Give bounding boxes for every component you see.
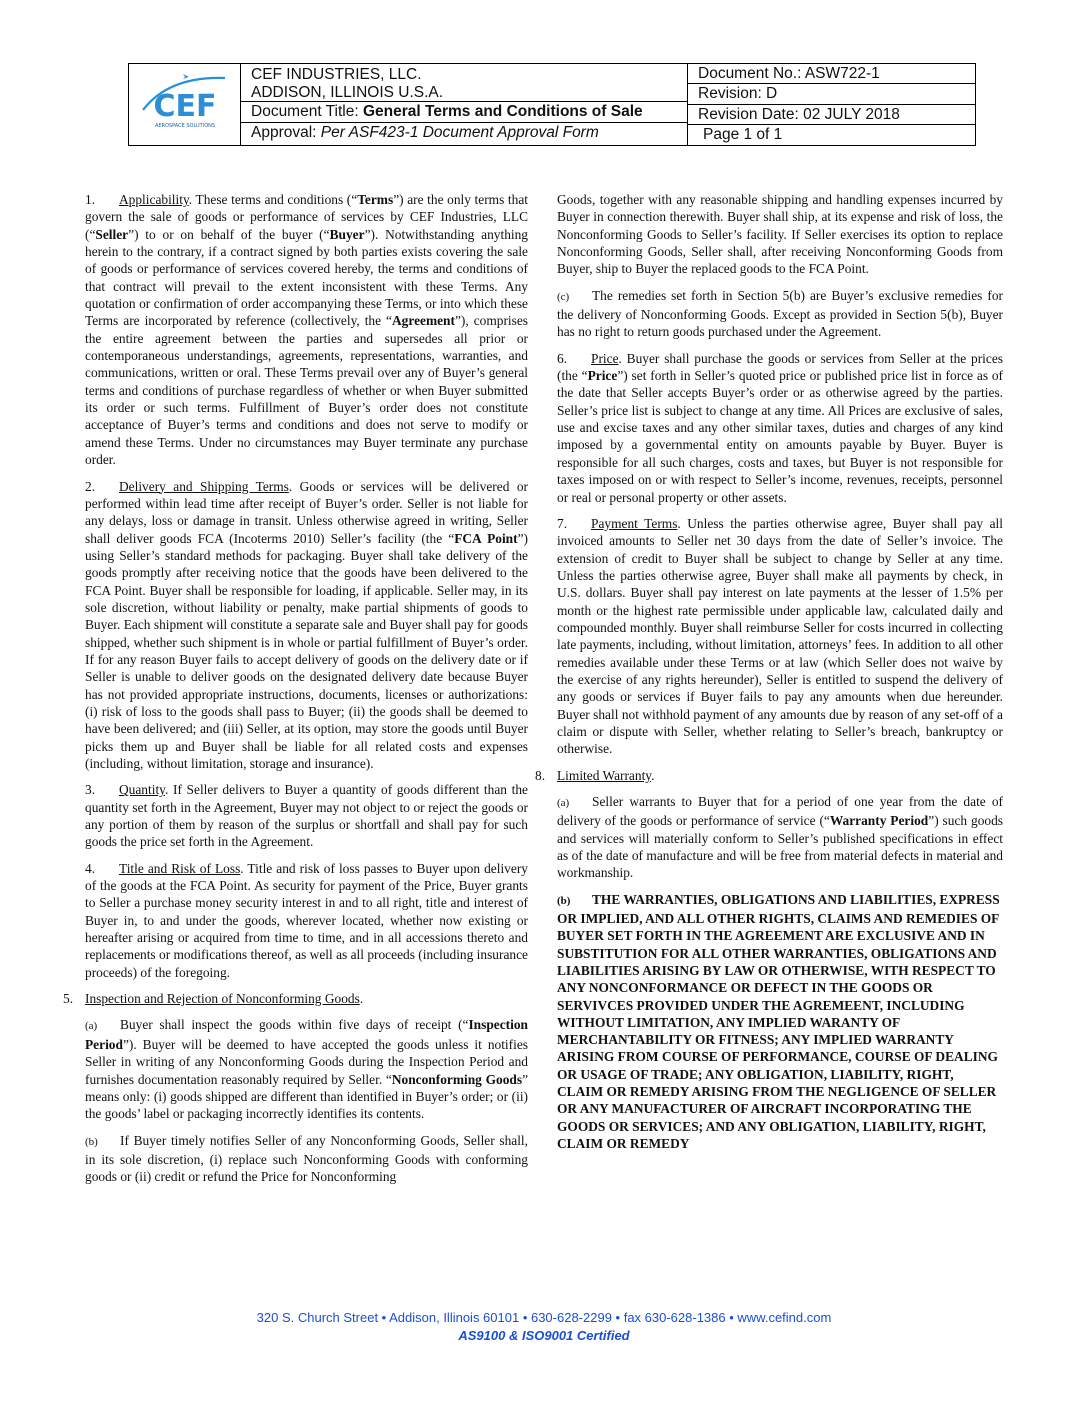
- section-5b: (b) If Buyer timely notifies Seller of any Nonconforming Goods, Seller shall, in its sole discretion, (i) replace such Nonconforming Goods with conforming goods or (ii) credit or refund the Price for Nonconforming: [85, 1132, 528, 1185]
- company-address: ADDISON, ILLINOIS U.S.A.: [251, 84, 444, 101]
- section-3: 3. Quantity. If Seller delivers to Buyer a quantity of goods different than the quantity set forth in the Agreement, Buyer may not object to or reject the goods or any portion of them by reason of the surplus or shortfall and shall pay for such goods the price set forth in the Agreement.: [85, 782, 528, 850]
- left-column: [63, 191, 529, 1195]
- company-info: [241, 64, 687, 102]
- document-title: Document Title: General Terms and Conditions of Sale: [241, 102, 687, 123]
- section-5b-continued: Goods, together with any reasonable shipping and handling expenses incurred by Buyer in connection therewith. Buyer shall ship, at its expense and risk of loss, the Nonconforming Goods to Seller’s facility. If Seller exercises its option to replace Nonconforming Goods, Seller shall, after receiving Nonconforming Goods from Buyer, ship to Buyer the replaced goods to the FCA Point.: [557, 192, 1003, 277]
- section-2: 2. Delivery and Shipping Terms. Goods or services will be delivered or performed within lead time after receipt of Buyer’s order. Seller is not liable for any delays, loss or damage in transit. Unless otherwise agreed in writing, Seller shall deliver goods FCA (Incoterms 2010) Seller’s facility (the “FCA Point”) using Seller’s standard methods for packaging. Buyer shall take delivery of the goods promptly after receiving notice that the goods have been delivered to the FCA Point. Buyer shall be responsible for loading, if applicable. Seller may, in its sole discretion, without liability or penalty, make partial shipments of goods to Buyer. Each shipment will constitute a separate sale and Buyer shall pay for goods shipped, whether such shipment is in whole or partial fulfillment of Buyer’s order. If for any reason Buyer fails to accept delivery of goods on the delivery date or if Seller is unable to deliver goods on the designated delivery date because Buyer has not provided appropriate instructions, documents, licenses or authorizations: (i) risk of loss to the goods shall pass to Buyer; (ii) the goods shall be deemed to have been delivered; and (iii) Seller, at its option, may store the goods until Buyer picks them up and Buyer shall be liable for all related costs and expenses (including, without limitation, storage and insurance).: [85, 478, 528, 771]
- company-name: CEF INDUSTRIES, LLC.: [251, 66, 422, 83]
- svg-text:AEROSPACE SOLUTIONS: AEROSPACE SOLUTIONS: [154, 123, 216, 129]
- section-5a: (a) Buyer shall inspect the goods within five days of receipt (“Inspection Period”). Buyer will be deemed to have accepted the goods unless it notifies Seller in writing of any Nonconforming Goods during the Inspection Period and furnishes documentation reasonably required by Seller. “Nonconforming Goods” means only: (i) goods shipped are different than identified in Buyer’s order; or (ii) the goods’ label or packaging incorrectly identifies its contents.: [85, 1017, 529, 1122]
- section-8: 8. Limited Warranty.: [535, 767, 655, 783]
- section-5: 5. Inspection and Rejection of Nonconforming Goods.: [63, 991, 364, 1007]
- revision: Revision: D: [688, 84, 975, 104]
- page-number: Page 1 of 1: [703, 125, 783, 143]
- right-column: [535, 191, 1004, 1161]
- footer-certification: AS9100 & ISO9001 Certified: [458, 1328, 630, 1343]
- section-8b: (b) THE WARRANTIES, OBLIGATIONS AND LIABILITIES, EXPRESS OR IMPLIED, AND ALL OTHER RIGHTS, CLAIMS AND REMEDIES OF BUYER SET FORTH IN THE AGREEMENT ARE EXCLUSIVE AND IN SUBSTITUTION FOR ALL OTHER WARRANTIES, OBLIGATIONS AND LIABILITIES ARISING BY LAW OR OTHERWISE, WITH RESPECT TO ANY NONCONFORMANCE OR DEFECT IN THE GOODS OR SERVIVCES PROVIDED UNDER THE AGREMEENT, INCLUDING WITHOUT LIMITATION, ANY IMPLIED WARANTY OF MERCHANTABILITY OR FITNESS; ANY IMPLIED WARRANTY ARISING FROM COURSE OF PERFORMANCE, COURSE OF DEALING OR USAGE OF TRADE; ANY OBLIGATION, LIABILITY, RIGHT, CLAIM OR REMEDY ARISING FROM THE NEGLIGENCE OF SELLER OR ANY MANUFACTURER OF AIRCRAFT INCORPORATING THE GOODS OR SERVICES; AND ANY OBLIGATION, LIABILITY, RIGHT, CLAIM OR REMEDY: [557, 891, 1000, 1151]
- approval: Approval: Per ASF423-1 Document Approval Form: [251, 124, 599, 141]
- company-logo: [129, 64, 241, 145]
- section-8a: (a) Seller warrants to Buyer that for a period of one year from the date of delivery of the goods or performance of service (“Warranty Period”) such goods and services will materially conform to Seller’s published specifications in effect as of the date of manufacture and will be free from material defects in material and workmanship.: [557, 794, 1003, 881]
- section-7: 7. Payment Terms. Unless the parties otherwise agree, Buyer shall pay all invoiced amounts to Seller net 30 days from the date of Seller’s invoice. The extension of credit to Buyer shall be subject to change by Seller at any time. Unless the parties otherwise agree, Buyer shall make all payments by check, in U.S. dollars. Buyer shall pay interest on late payments at the lesser of 1.5% per month or the highest rate permissible under applicable law, calculated daily and compounded monthly. Buyer shall reimburse Seller for costs incurred in collecting late payments, including, without limitation, attorneys’ fees. In addition to all other remedies available under these Terms or at law (which Seller does not waive by the exercise of any rights hereunder), Seller is entitled to suspend the delivery of any goods or services if Buyer fails to pay any amounts when due hereunder. Buyer shall not withhold payment of any amounts due by reason of any set-off of a claim or dispute with Seller, whether relating to Seller’s breach, bankruptcy or otherwise.: [557, 515, 1003, 757]
- cef-logo-icon: [129, 64, 241, 147]
- section-5c: (c) The remedies set forth in Section 5(b) are Buyer’s exclusive remedies for the delivery of Nonconforming Goods. Except as provided in Section 5(b), Buyer has no right to return goods purchased under the Agreement.: [557, 287, 1003, 340]
- section-1: 1. Applicability. These terms and conditions (“Terms”) are the only terms that govern the sale of goods or performance of services by CEF Industries, LLC (“Seller”) to or on behalf of the buyer (“Buyer”). Notwithstanding anything herein to the contrary, if a contract signed by both parties exists covering the sale of goods or performance of services covered hereby, the terms and conditions of that contract will prevail to the extent inconsistent with these Terms. Any quotation or confirmation of order accompanying these Terms, or into which these Terms are incorporated by reference (collectively, the “Agreement”), comprises the entire agreement between the parties and supersedes all prior or contemporaneous understandings, agreements, representations, warranties, and communications, written or oral. These Terms prevail over any of Buyer’s general terms and conditions of purchase regardless of whether or when Buyer submitted its order or such terms. Fulfillment of Buyer’s order does not constitute acceptance of Buyer’s terms and conditions and does not serve to modify or amend these Terms. Under no circumstances may Buyer terminate any purchase order.: [85, 192, 528, 468]
- revision-date: Revision Date: 02 JULY 2018: [688, 105, 975, 125]
- footer-address: 320 S. Church Street • Addison, Illinois 60101 • 630-628-2299 • fax 630-628-1386 • www.cefind.com: [256, 1310, 832, 1325]
- svg-text:CEF: CEF: [153, 89, 217, 124]
- document-header: [128, 63, 976, 146]
- section-4: 4. Title and Risk of Loss. Title and risk of loss passes to Buyer upon delivery of the goods at the FCA Point. As security for payment of the Price, Buyer grants to Seller a purchase money security interest in and to all right, title and interest of Buyer in, to and under the goods, wherever located, whether now existing or hereafter arising or acquired from time to time, and in all accessions thereto and replacements or modifications thereof, as well as all proceeds (including insurance proceeds) of the foregoing.: [85, 860, 528, 980]
- document-number: Document No.: ASW722-1: [688, 64, 975, 84]
- section-6: 6. Price. Buyer shall purchase the goods or services from Seller at the prices (the “Price”) set forth in Seller’s quoted price or published price list in force as of the date that Seller accepts Buyer’s order or as otherwise agreed by the parties. Seller’s price list is subject to change at any time. All Prices are exclusive of sales, use and excise taxes and any other similar taxes, duties and charges of any kind imposed by a governmental entity on amounts payable by Buyer. Buyer is responsible for all such charges, costs and taxes, but Buyer is not responsible for taxes imposed on or with respect to Seller’s income, revenues, receipts, personnel or real or personal property or other assets.: [557, 350, 1004, 505]
